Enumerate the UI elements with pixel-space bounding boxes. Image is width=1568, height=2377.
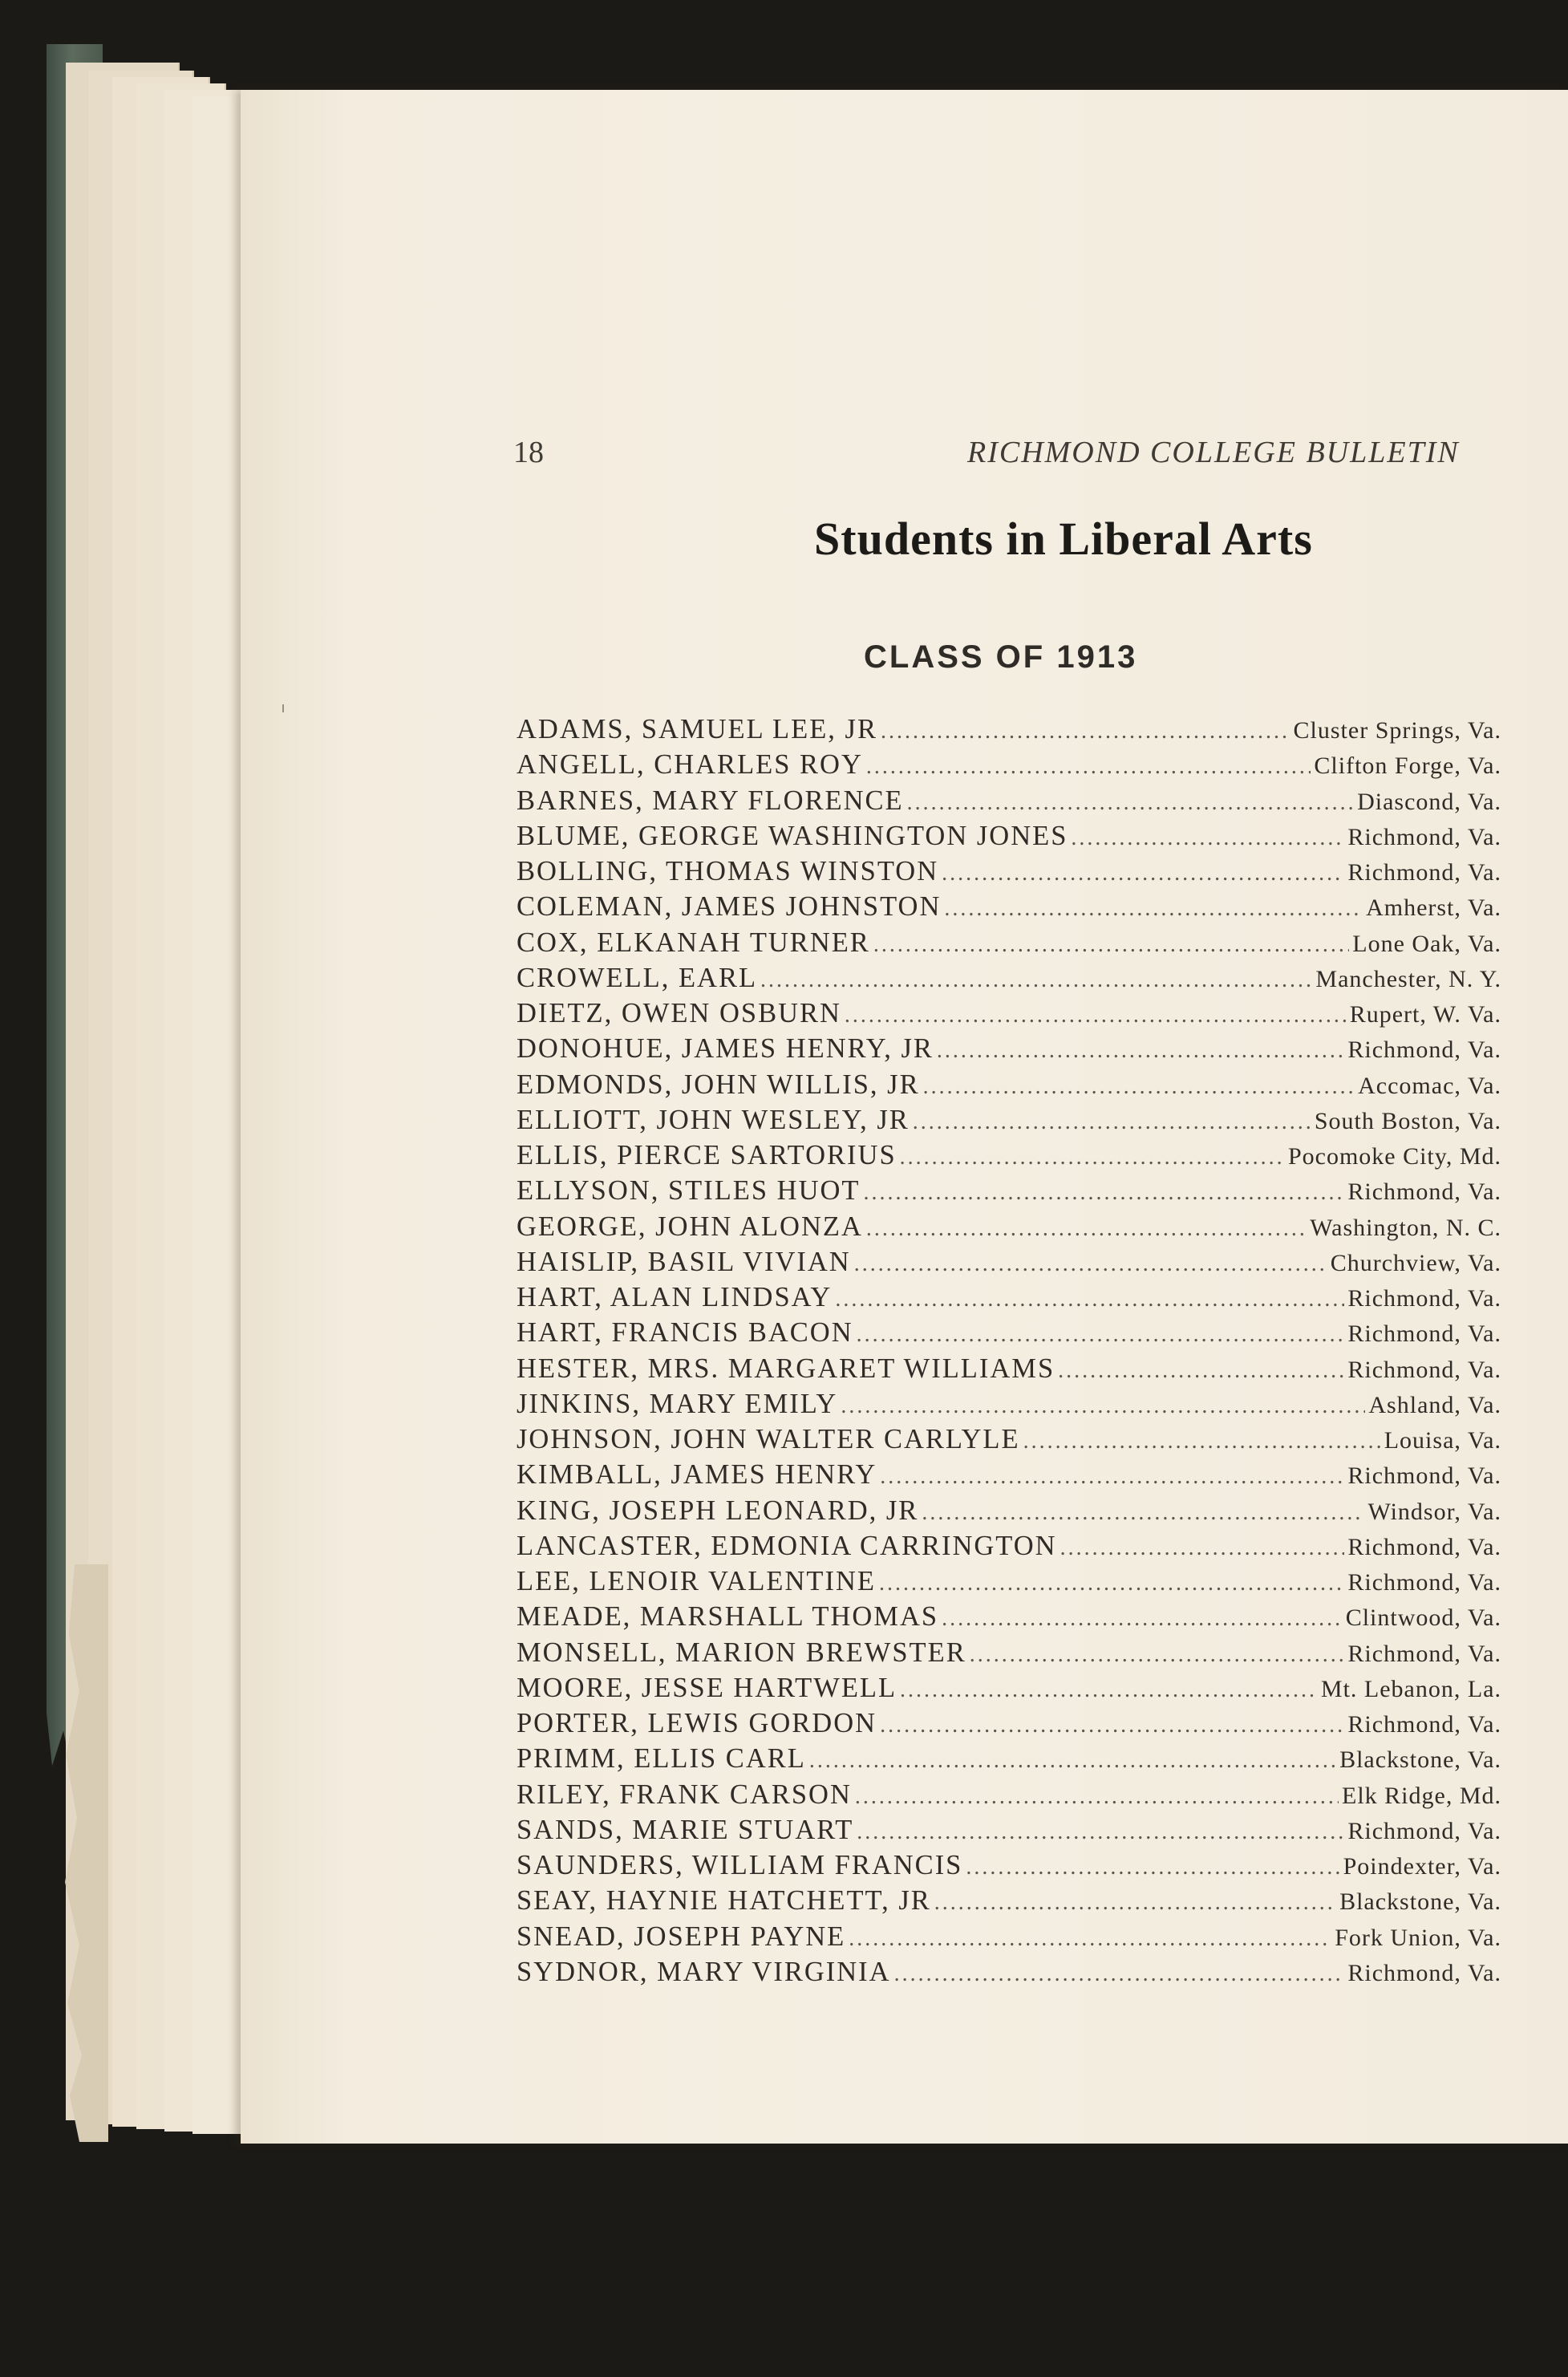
student-name: BLUME, GEORGE WASHINGTON JONES bbox=[517, 820, 1068, 851]
student-entry bbox=[517, 1599, 1501, 1634]
student-name: JOHNSON, JOHN WALTER CARLYLE bbox=[517, 1424, 1020, 1454]
student-name: MOORE, JESSE HARTWELL bbox=[517, 1672, 897, 1703]
student-residence: Richmond, Va. bbox=[1347, 1640, 1501, 1667]
student-residence: Amherst, Va. bbox=[1366, 894, 1501, 922]
student-name: CROWELL, EARL bbox=[517, 962, 758, 993]
student-residence: Richmond, Va. bbox=[1347, 1817, 1501, 1844]
student-name: BOLLING, THOMAS WINSTON bbox=[517, 856, 939, 886]
dot-leader bbox=[900, 1140, 1285, 1175]
student-residence: South Boston, Va. bbox=[1314, 1107, 1501, 1134]
dot-leader bbox=[970, 1637, 1345, 1673]
student-residence: Diascond, Va. bbox=[1357, 788, 1501, 815]
student-entry bbox=[517, 747, 1501, 782]
dot-leader bbox=[760, 963, 1312, 998]
student-residence: Louisa, Va. bbox=[1384, 1427, 1501, 1454]
student-entry bbox=[517, 1741, 1501, 1776]
dot-leader bbox=[857, 1317, 1345, 1353]
student-residence: Richmond, Va. bbox=[1347, 859, 1501, 886]
dot-leader bbox=[907, 785, 1354, 821]
student-name: ANGELL, CHARLES ROY bbox=[517, 749, 863, 781]
dot-leader bbox=[845, 998, 1347, 1033]
dot-leader bbox=[854, 1247, 1327, 1282]
student-residence: Churchview, Va. bbox=[1330, 1249, 1501, 1276]
student-residence: Richmond, Va. bbox=[1347, 1178, 1501, 1206]
student-residence: Richmond, Va. bbox=[1347, 1462, 1501, 1490]
student-residence: Richmond, Va. bbox=[1347, 1320, 1501, 1348]
dot-leader bbox=[880, 1708, 1344, 1743]
student-entry bbox=[517, 925, 1501, 960]
student-entry bbox=[517, 996, 1501, 1031]
student-entry bbox=[517, 1706, 1501, 1741]
student-entry bbox=[517, 1493, 1501, 1528]
student-roster bbox=[517, 712, 1501, 1990]
student-entry bbox=[517, 1280, 1501, 1315]
dot-leader bbox=[1058, 1353, 1344, 1389]
dot-leader bbox=[900, 1673, 1318, 1708]
student-residence: Blackstone, Va. bbox=[1339, 1746, 1501, 1774]
student-entry bbox=[517, 854, 1501, 889]
dot-leader bbox=[934, 1885, 1336, 1921]
student-residence: Cluster Springs, Va. bbox=[1293, 717, 1501, 744]
student-entry bbox=[517, 889, 1501, 924]
student-name: SANDS, MARIE STUART bbox=[517, 1814, 854, 1845]
student-name: JINKINS, MARY EMILY bbox=[517, 1388, 838, 1419]
student-name: ELLIOTT, JOHN WESLEY, JR bbox=[517, 1104, 910, 1135]
dot-leader bbox=[944, 891, 1363, 927]
student-entry bbox=[517, 1102, 1501, 1138]
student-residence: Lone Oak, Va. bbox=[1352, 930, 1501, 957]
class-heading: CLASS OF 1913 bbox=[864, 639, 1138, 675]
student-entry bbox=[517, 1173, 1501, 1208]
student-entry bbox=[517, 1777, 1501, 1812]
student-name: ELLYSON, STILES HUOT bbox=[517, 1175, 861, 1207]
student-residence: Blackstone, Va. bbox=[1339, 1888, 1501, 1916]
dot-leader bbox=[942, 856, 1344, 891]
dot-leader bbox=[1023, 1424, 1381, 1459]
student-entry bbox=[517, 818, 1501, 854]
student-residence: Accomac, Va. bbox=[1358, 1072, 1501, 1099]
student-name: PRIMM, ELLIS CARL bbox=[517, 1743, 806, 1775]
student-name: COX, ELKANAH TURNER bbox=[517, 927, 870, 958]
student-residence: Washington, N. C. bbox=[1310, 1214, 1501, 1241]
student-residence: Rupert, W. Va. bbox=[1349, 1001, 1501, 1028]
student-name: HESTER, MRS. MARGARET WILLIAMS bbox=[517, 1353, 1055, 1384]
dot-leader bbox=[894, 1957, 1345, 1992]
student-entry bbox=[517, 1138, 1501, 1173]
student-residence: Richmond, Va. bbox=[1347, 823, 1501, 850]
student-residence: Richmond, Va. bbox=[1347, 1036, 1501, 1064]
dot-leader bbox=[841, 1389, 1365, 1424]
student-name: ADAMS, SAMUEL LEE, JR bbox=[517, 714, 877, 744]
student-name: LEE, LENOIR VALENTINE bbox=[517, 1566, 876, 1596]
student-residence: Manchester, N. Y. bbox=[1315, 965, 1501, 992]
student-name: SYDNOR, MARY VIRGINIA bbox=[517, 1956, 891, 1987]
dot-leader bbox=[966, 1850, 1339, 1885]
dot-leader bbox=[1071, 821, 1344, 856]
dot-leader bbox=[849, 1921, 1331, 1957]
student-name: RILEY, FRANK CARSON bbox=[517, 1779, 852, 1810]
running-head-title: RICHMOND COLLEGE BULLETIN bbox=[967, 436, 1460, 469]
student-entry bbox=[517, 1422, 1501, 1457]
student-name: MEADE, MARSHALL THOMAS bbox=[517, 1601, 939, 1633]
dot-leader bbox=[873, 927, 1349, 963]
student-entry bbox=[517, 1564, 1501, 1599]
student-name: GEORGE, JOHN ALONZA bbox=[517, 1211, 863, 1242]
student-name: PORTER, LEWIS GORDON bbox=[517, 1708, 877, 1738]
dot-leader bbox=[866, 1211, 1307, 1247]
student-residence: Richmond, Va. bbox=[1347, 1711, 1501, 1738]
student-entry bbox=[517, 1883, 1501, 1918]
pencil-mark bbox=[282, 704, 284, 712]
student-residence: Mt. Lebanon, La. bbox=[1320, 1675, 1501, 1702]
student-entry bbox=[517, 1209, 1501, 1244]
dot-leader bbox=[855, 1779, 1339, 1815]
student-name: KIMBALL, JAMES HENRY bbox=[517, 1459, 877, 1491]
student-entry bbox=[517, 1954, 1501, 1990]
student-entry bbox=[517, 1067, 1501, 1102]
student-entry bbox=[517, 1635, 1501, 1670]
student-residence: Elk Ridge, Md. bbox=[1342, 1782, 1501, 1809]
student-residence: Richmond, Va. bbox=[1347, 1569, 1501, 1596]
running-head bbox=[241, 435, 1568, 475]
student-residence: Clifton Forge, Va. bbox=[1314, 752, 1501, 780]
student-entry bbox=[517, 1848, 1501, 1883]
dot-leader bbox=[937, 1033, 1345, 1069]
dot-leader bbox=[1060, 1531, 1345, 1566]
dot-leader bbox=[881, 714, 1290, 749]
student-residence: Richmond, Va. bbox=[1347, 1959, 1501, 1986]
student-entry bbox=[517, 960, 1501, 996]
student-residence: Clintwood, Va. bbox=[1345, 1604, 1501, 1632]
student-residence: Richmond, Va. bbox=[1347, 1356, 1501, 1383]
page-number: 18 bbox=[513, 436, 544, 469]
student-residence: Pocomoke City, Md. bbox=[1287, 1143, 1501, 1170]
dot-leader bbox=[863, 1175, 1344, 1211]
student-name: COLEMAN, JAMES JOHNSTON bbox=[517, 891, 942, 923]
dot-leader bbox=[922, 1495, 1364, 1531]
student-entry bbox=[517, 783, 1501, 818]
student-entry bbox=[517, 1315, 1501, 1350]
student-entry bbox=[517, 712, 1501, 747]
student-name: ELLIS, PIERCE SARTORIUS bbox=[517, 1140, 897, 1170]
student-name: BARNES, MARY FLORENCE bbox=[517, 785, 904, 816]
dot-leader bbox=[857, 1815, 1344, 1850]
student-entry bbox=[517, 1457, 1501, 1492]
student-entry bbox=[517, 1386, 1501, 1422]
student-residence: Poindexter, Va. bbox=[1343, 1853, 1501, 1880]
student-name: DONOHUE, JAMES HENRY, JR bbox=[517, 1033, 934, 1065]
student-name: SNEAD, JOSEPH PAYNE bbox=[517, 1921, 846, 1952]
student-entry bbox=[517, 1919, 1501, 1954]
student-name: EDMONDS, JOHN WILLIS, JR bbox=[517, 1069, 920, 1100]
dot-leader bbox=[880, 1459, 1344, 1495]
student-name: HART, ALAN LINDSAY bbox=[517, 1282, 833, 1312]
student-name: HAISLIP, BASIL VIVIAN bbox=[517, 1246, 851, 1277]
student-name: HART, FRANCIS BACON bbox=[517, 1317, 853, 1349]
dot-leader bbox=[913, 1105, 1311, 1140]
student-name: SEAY, HAYNIE HATCHETT, JR bbox=[517, 1885, 931, 1917]
student-name: MONSELL, MARION BREWSTER bbox=[517, 1637, 966, 1668]
dot-leader bbox=[866, 749, 1311, 785]
student-entry bbox=[517, 1244, 1501, 1280]
student-residence: Ashland, Va. bbox=[1368, 1391, 1501, 1418]
student-name: SAUNDERS, WILLIAM FRANCIS bbox=[517, 1850, 963, 1880]
student-residence: Windsor, Va. bbox=[1367, 1498, 1501, 1525]
dot-leader bbox=[942, 1601, 1343, 1637]
dot-leader bbox=[879, 1566, 1344, 1601]
student-residence: Richmond, Va. bbox=[1347, 1285, 1501, 1312]
student-residence: Fork Union, Va. bbox=[1335, 1924, 1501, 1951]
student-name: KING, JOSEPH LEONARD, JR bbox=[517, 1495, 919, 1526]
student-name: DIETZ, OWEN OSBURN bbox=[517, 998, 841, 1028]
student-name: LANCASTER, EDMONIA CARRINGTON bbox=[517, 1530, 1057, 1561]
student-residence: Richmond, Va. bbox=[1347, 1533, 1501, 1560]
dot-leader bbox=[923, 1069, 1355, 1105]
student-entry bbox=[517, 1528, 1501, 1564]
student-entry bbox=[517, 1031, 1501, 1066]
student-entry bbox=[517, 1812, 1501, 1848]
dot-leader bbox=[809, 1743, 1336, 1779]
section-heading: Students in Liberal Arts bbox=[814, 513, 1313, 565]
dot-leader bbox=[835, 1282, 1344, 1317]
student-entry bbox=[517, 1351, 1501, 1386]
student-entry bbox=[517, 1670, 1501, 1706]
